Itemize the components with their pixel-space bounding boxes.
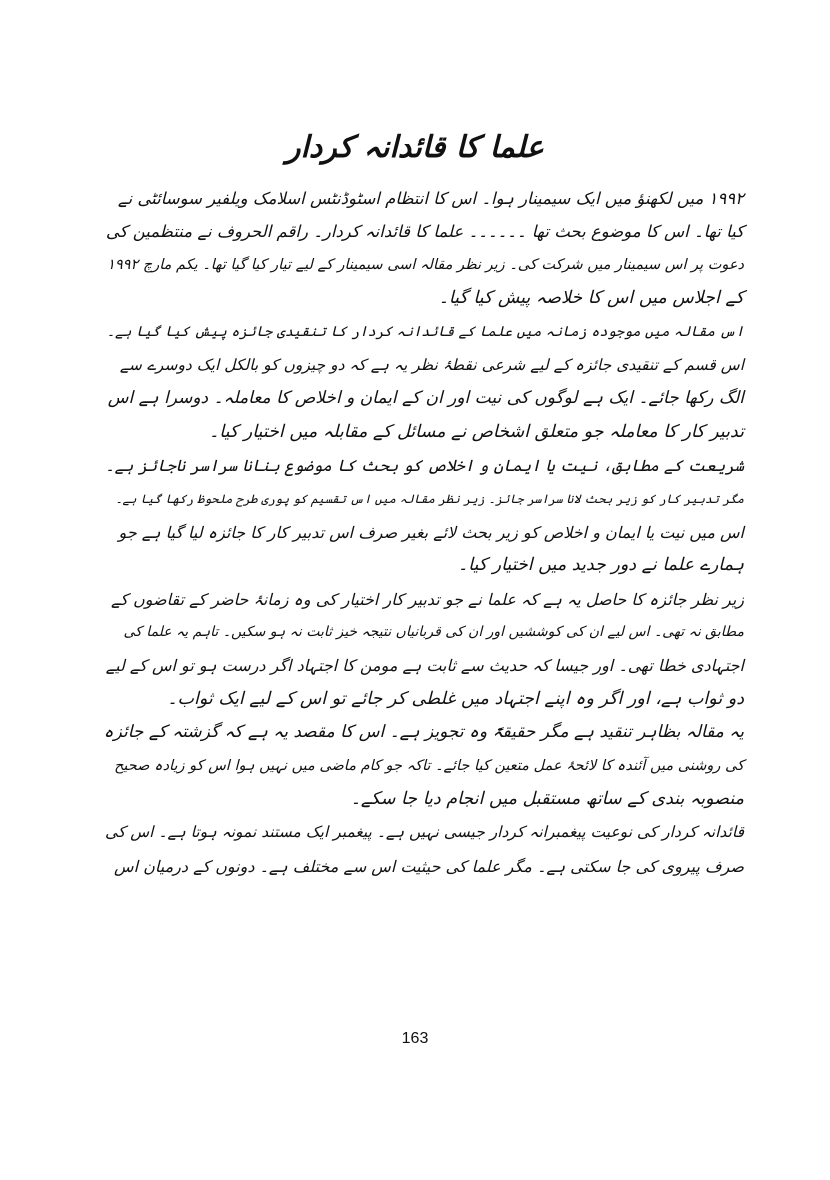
text-line: منصوبہ بندی کے ساتھ مستقبل میں انجام دیا جا سکے۔ (350, 789, 744, 810)
text-line: تدبیر کار کا معاملہ جو متعلق اشخاص نے مسائل کے مقابلہ میں اختیار کیا۔ (208, 421, 744, 442)
text-line: اس میں نیت یا ایمان و اخلاص کو زیر بحث لائے بغیر صرف اس تدبیر کار کا جائزہ لیا گیا ہے جو (118, 522, 744, 542)
text-line: الگ رکھا جائے۔ ایک ہے لوگوں کی نیت اور ان کے ایمان و اخلاص کا معاملہ۔ دوسرا ہے اس (107, 388, 744, 409)
text-line: صرف پیروی کی جا سکتی ہے۔ مگر علما کی حیثیت اس سے مختلف ہے۔ دونوں کے درمیان اس (114, 856, 744, 876)
text-line: زیر نظر جائزہ کا حاصل یہ ہے کہ علما نے جو تدبیر کار اختیار کی وہ زمانۂ حاضر کے تقاضوں کے (110, 589, 744, 609)
text-line: اس قسم کے تنقیدی جائزہ کے لیے شرعی نقطۂ نظر یہ ہے کہ دو چیزوں کو بالکل ایک دوسرے سے (119, 355, 744, 374)
page-number: 163 (401, 1030, 429, 1047)
body-text (104, 182, 744, 883)
text-line: مطابق نہ تھی۔ اس لیے ان کی کوششیں اور ان کی قربانیاں نتیجہ خیز ثابت نہ ہو سکیں۔ تاہم یہ علما کی (123, 624, 744, 641)
text-line: مگر تدبیر کار کو زیر بحث لانا سراسر جائز۔ زیر نظر مقالہ میں اس تقسیم کو پوری طرح ملحوظ رکھا گیا ہے۔ (115, 491, 744, 506)
text-line: شریعت کے مطابق، نیت یا ایمان و اخلاص کو بحث کا موضوع بنانا سراسر ناجائز ہے۔ (105, 456, 744, 476)
text-line: ہمارے علما نے دور جدید میں اختیار کیا۔ (457, 555, 744, 576)
text-line: دعوت پر اس سیمینار میں شرکت کی۔ زیر نظر مقالہ اسی سیمینار کے لیے تیار کیا گیا تھا۔ یکم مارچ ۱۹۹۲ (107, 256, 744, 273)
text-line: یہ مقالہ بظاہر تنقید ہے مگر حقیقۃً وہ تجویز ہے۔ اس کا مقصد یہ ہے کہ گزشتہ کے جائزہ (103, 722, 744, 743)
page-title: علما کا قائدانہ کردار (286, 130, 544, 165)
text-line: اجتہادی خطا تھی۔ اور جیسا کہ حدیث سے ثابت ہے مومن کا اجتہاد اگر درست ہو تو اس کے لیے (105, 656, 744, 676)
text-line: کے اجلاس میں اس کا خلاصہ پیش کیا گیا۔ (438, 288, 744, 309)
text-line: اس مقالہ میں موجودہ زمانہ میں علما کے قائدانہ کردار کا تنقیدی جائزہ پیش کیا گیا ہے۔ (106, 323, 744, 340)
text-line: دو ثواب ہے، اور اگر وہ اپنے اجتہاد میں غلطی کر جائے تو اس کے لیے ایک ثواب۔ (167, 688, 744, 709)
text-line: کیا تھا۔ اس کا موضوع بحث تھا ۔۔۔۔۔۔ علما کا قائدانہ کردار۔ راقم الحروف نے منتظمین کی (105, 222, 744, 242)
text-line: قائدانہ کردار کی نوعیت پیغمبرانہ کردار جیسی نہیں ہے۔ پیغمبر ایک مستند نمونہ ہوتا ہے۔ اس کی (105, 823, 744, 842)
text-line: کی روشنی میں آئندہ کا لائحۂ عمل متعین کیا جائے۔ تاکہ جو کام ماضی میں نہیں ہوا اس کو زیادہ صحیح (114, 757, 744, 774)
text-line: ۱۹۹۲ میں لکھنؤ میں ایک سیمینار ہوا۔ اس کا انتظام اسٹوڈنٹس اسلامک ویلفیر سوسائٹی نے (117, 189, 744, 208)
